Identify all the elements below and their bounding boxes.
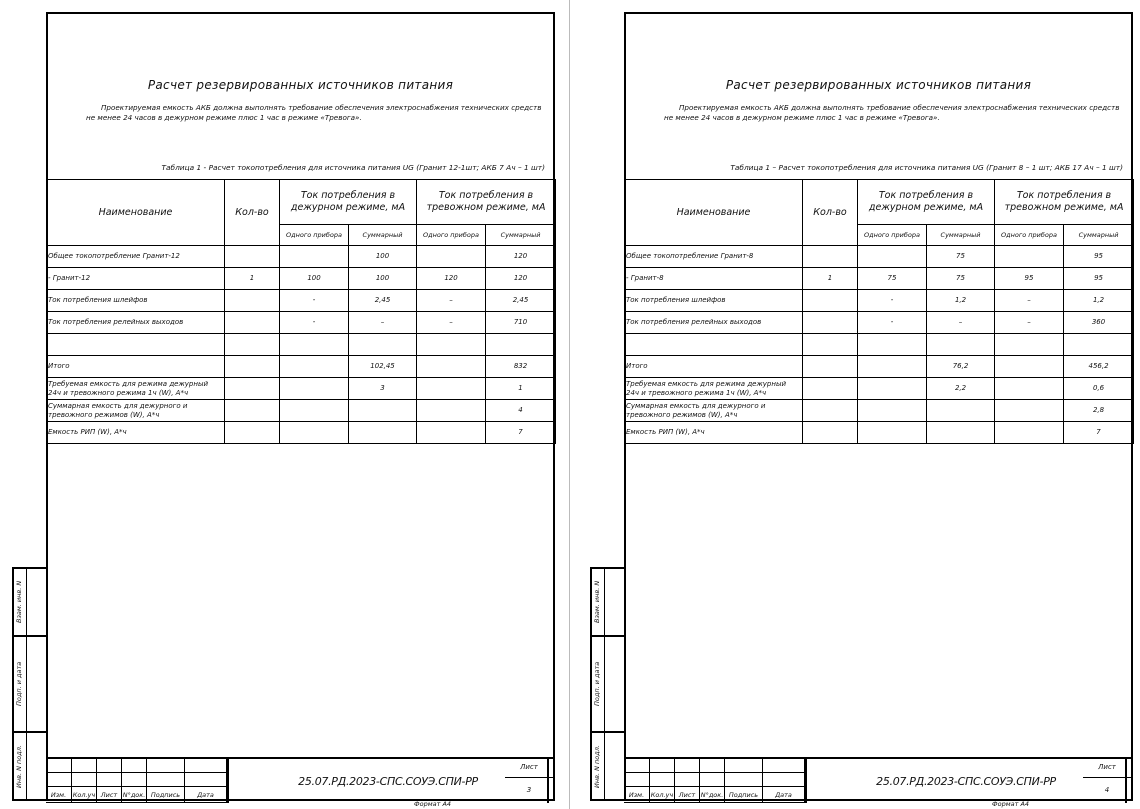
title-block-cell — [624, 773, 650, 787]
title-block-cell — [763, 759, 805, 773]
title-block — [624, 757, 1133, 801]
cell-qty — [225, 246, 280, 268]
title-block-cell — [700, 773, 725, 787]
title-block-cell — [72, 759, 97, 773]
strip-label: Инв. N подл. — [593, 745, 601, 789]
title-block-cell — [97, 773, 122, 787]
cell-alarm-one — [995, 422, 1064, 444]
cell-qty — [225, 378, 280, 400]
header-alarm-current: Ток потребления в тревожном режиме, мА — [417, 180, 556, 225]
cell-alarm-sum: 7 — [1064, 422, 1134, 444]
title-block-cell — [185, 773, 227, 787]
cell-name — [47, 334, 225, 356]
cell-duty-one: - — [280, 312, 349, 334]
table-row — [625, 334, 1134, 356]
cell-alarm-sum: 4 — [486, 400, 556, 422]
power-calc-table — [624, 179, 1134, 444]
cell-duty-one — [280, 334, 349, 356]
cell-name: Требуемая емкость для режима дежурный 24ч и тревожного режима 1ч (W), А*ч — [47, 378, 225, 400]
cell-qty — [803, 246, 858, 268]
cell-duty-sum: 1,2 — [927, 290, 995, 312]
title-block-cell — [46, 759, 72, 773]
cell-duty-sum: – — [349, 312, 417, 334]
cell-qty: 1 — [803, 268, 858, 290]
table-row — [47, 356, 556, 378]
subheader-duty-one: Одного прибора — [858, 225, 927, 246]
table-row — [625, 290, 1134, 312]
title-block-label: Изм. — [624, 787, 650, 803]
cell-alarm-one — [995, 400, 1064, 422]
table-row — [625, 400, 1134, 422]
sheet-label: Лист — [1098, 763, 1116, 771]
sheet-separator — [1083, 777, 1133, 778]
cell-alarm-sum: 1,2 — [1064, 290, 1134, 312]
cell-alarm-sum: 710 — [486, 312, 556, 334]
title-block-cell — [675, 773, 700, 787]
title-block-cell — [725, 773, 763, 787]
cell-duty-one — [280, 246, 349, 268]
cell-duty-sum: 2,2 — [927, 378, 995, 400]
cell-duty-sum: 2,45 — [349, 290, 417, 312]
cell-qty — [225, 312, 280, 334]
title-block-cell — [650, 773, 675, 787]
header-row — [625, 180, 1134, 225]
cell-duty-one: - — [858, 290, 927, 312]
table-row — [625, 246, 1134, 268]
title-block-cell — [46, 773, 72, 787]
table-caption: Таблица 1 – Расчет токопотребления для источника питания UG (Гранит 8 – 1 шт; АКБ 17 Ач – 1 шт) — [730, 163, 1123, 172]
sheet-separator — [505, 777, 555, 778]
title-block-cell — [624, 759, 650, 773]
cell-duty-sum — [927, 422, 995, 444]
cell-alarm-one: – — [417, 312, 486, 334]
cell-duty-one — [280, 356, 349, 378]
cell-alarm-one — [417, 246, 486, 268]
title-block-label: Изм. — [46, 787, 72, 803]
sheet-number: 3 — [526, 786, 532, 794]
cell-qty — [225, 400, 280, 422]
title-block-cell — [147, 773, 185, 787]
strip-label: Подп. и дата — [593, 661, 601, 707]
cell-name: Емкость РИП (W), А*ч — [47, 422, 225, 444]
cell-duty-sum: 102,45 — [349, 356, 417, 378]
cell-alarm-one — [995, 246, 1064, 268]
header-row — [47, 180, 556, 225]
cell-duty-sum: – — [927, 312, 995, 334]
cell-duty-one: 75 — [858, 268, 927, 290]
document-page — [578, 0, 1140, 809]
cell-alarm-sum — [1064, 334, 1134, 356]
page-title: Расчет резервированных источников питания — [147, 78, 454, 92]
cell-alarm-sum: 832 — [486, 356, 556, 378]
cell-alarm-one — [995, 356, 1064, 378]
title-block-label: Лист — [97, 787, 122, 803]
cell-duty-sum: 3 — [349, 378, 417, 400]
table-row — [47, 246, 556, 268]
table-row — [47, 268, 556, 290]
cell-duty-one: - — [858, 312, 927, 334]
title-block-cell — [700, 759, 725, 773]
cell-qty — [803, 378, 858, 400]
cell-name: Требуемая емкость для режима дежурный 24ч и тревожного режима 1ч (W), А*ч — [625, 378, 803, 400]
cell-alarm-one: – — [995, 312, 1064, 334]
power-calc-table — [46, 179, 556, 444]
table-row — [625, 422, 1134, 444]
title-block-label: Подпись — [147, 787, 185, 803]
cell-duty-one — [858, 378, 927, 400]
cell-duty-one — [858, 246, 927, 268]
cell-alarm-sum: 2,8 — [1064, 400, 1134, 422]
cell-alarm-sum: 1 — [486, 378, 556, 400]
cell-duty-one — [858, 422, 927, 444]
cell-qty: 1 — [225, 268, 280, 290]
cell-alarm-one: 95 — [995, 268, 1064, 290]
cell-alarm-one — [417, 422, 486, 444]
table-row — [47, 334, 556, 356]
cell-name — [625, 334, 803, 356]
header-qty: Кол-во — [803, 180, 858, 246]
subheader-alarm-sum: Суммарный — [486, 225, 556, 246]
cell-duty-one — [858, 356, 927, 378]
table-row — [625, 268, 1134, 290]
cell-qty — [225, 422, 280, 444]
title-block-cell — [725, 759, 763, 773]
cell-duty-one — [280, 378, 349, 400]
document-code: 25.07.РД.2023-СПС.СОУЭ.СПИ-РР — [805, 759, 1127, 803]
title-block-cell — [675, 759, 700, 773]
cell-duty-one — [858, 334, 927, 356]
cell-name: Итого — [47, 356, 225, 378]
cell-duty-sum: 75 — [927, 268, 995, 290]
header-name: Наименование — [625, 180, 803, 246]
title-block-cell — [122, 759, 147, 773]
page-title: Расчет резервированных источников питания — [725, 78, 1032, 92]
cell-alarm-one — [995, 334, 1064, 356]
cell-duty-one: 100 — [280, 268, 349, 290]
subheader-alarm-one: Одного прибора — [417, 225, 486, 246]
table-row — [47, 422, 556, 444]
subheader-duty-one: Одного прибора — [280, 225, 349, 246]
cell-duty-sum: 100 — [349, 268, 417, 290]
side-stamp-strip — [590, 567, 624, 801]
intro-paragraph: Проектируемая емкость АКБ должна выполнять требование обеспечения электроснабжения технических средств не менее 24 часов в дежурном режиме плюс 1 час в режиме «Тревога». — [664, 103, 1120, 122]
cell-alarm-sum: 0,6 — [1064, 378, 1134, 400]
sheet-label: Лист — [520, 763, 538, 771]
header-name: Наименование — [47, 180, 225, 246]
title-block-cell — [763, 773, 805, 787]
cell-name: Емкость РИП (W), А*ч — [625, 422, 803, 444]
cell-qty — [803, 422, 858, 444]
cell-name: Суммарная емкость для дежурного и тревожного режимов (W), А*ч — [625, 400, 803, 422]
title-block-label: N°док. — [700, 787, 725, 803]
title-block-label: Дата — [763, 787, 805, 803]
subheader-alarm-sum: Суммарный — [1064, 225, 1134, 246]
cell-alarm-one: – — [417, 290, 486, 312]
title-block-label: Кол.уч — [650, 787, 675, 803]
cell-duty-sum — [349, 334, 417, 356]
cell-name: Ток потребления релейных выходов — [47, 312, 225, 334]
table-caption: Таблица 1 - Расчет токопотребления для источника питания UG (Гранит 12-1шт; АКБ 7 Ач – 1 шт) — [161, 163, 545, 172]
cell-duty-one — [280, 400, 349, 422]
title-block — [46, 757, 555, 801]
title-block-cell — [185, 759, 227, 773]
cell-alarm-sum: 456,2 — [1064, 356, 1134, 378]
cell-alarm-sum: 95 — [1064, 268, 1134, 290]
cell-alarm-sum — [486, 334, 556, 356]
cell-alarm-sum: 360 — [1064, 312, 1134, 334]
table-row — [47, 312, 556, 334]
cell-name: Итого — [625, 356, 803, 378]
cell-name: Ток потребления шлейфов — [625, 290, 803, 312]
cell-duty-sum: 100 — [349, 246, 417, 268]
side-stamp-strip — [12, 567, 46, 801]
cell-alarm-one — [417, 334, 486, 356]
title-block-label: Дата — [185, 787, 227, 803]
subheader-alarm-one: Одного прибора — [995, 225, 1064, 246]
cell-duty-sum — [349, 422, 417, 444]
title-block-label: Подпись — [725, 787, 763, 803]
page-divider — [569, 0, 570, 809]
cell-name: Ток потребления шлейфов — [47, 290, 225, 312]
cell-qty — [803, 334, 858, 356]
title-block-label: Кол.уч — [72, 787, 97, 803]
title-block-label: N°док. — [122, 787, 147, 803]
cell-duty-one — [280, 422, 349, 444]
cell-qty — [803, 290, 858, 312]
strip-label: Взам. инв. N — [15, 580, 23, 624]
table-row — [47, 378, 556, 400]
cell-qty — [225, 356, 280, 378]
cell-alarm-sum: 95 — [1064, 246, 1134, 268]
header-alarm-current: Ток потребления в тревожном режиме, мА — [995, 180, 1134, 225]
subheader-duty-sum: Суммарный — [927, 225, 995, 246]
format-label: Формат А4 — [414, 800, 452, 808]
table-row — [625, 312, 1134, 334]
cell-alarm-one: 120 — [417, 268, 486, 290]
intro-paragraph: Проектируемая емкость АКБ должна выполнять требование обеспечения электроснабжения технических средств не менее 24 часов в дежурном режиме плюс 1 час в режиме «Тревога». — [86, 103, 542, 122]
cell-alarm-one: – — [995, 290, 1064, 312]
title-block-cell — [122, 773, 147, 787]
table-row — [47, 400, 556, 422]
strip-label: Взам. инв. N — [593, 580, 601, 624]
cell-duty-one — [858, 400, 927, 422]
format-label: Формат А4 — [992, 800, 1030, 808]
table-row — [625, 356, 1134, 378]
cell-alarm-one — [995, 378, 1064, 400]
document-code: 25.07.РД.2023-СПС.СОУЭ.СПИ-РР — [227, 759, 549, 803]
strip-label: Подп. и дата — [15, 661, 23, 707]
cell-name: - Гранит-8 — [625, 268, 803, 290]
cell-alarm-sum: 120 — [486, 268, 556, 290]
title-block-cell — [147, 759, 185, 773]
cell-duty-sum — [927, 400, 995, 422]
cell-name: Ток потребления релейных выходов — [625, 312, 803, 334]
header-qty: Кол-во — [225, 180, 280, 246]
cell-alarm-sum: 7 — [486, 422, 556, 444]
cell-qty — [225, 334, 280, 356]
cell-alarm-sum: 2,45 — [486, 290, 556, 312]
table-row — [625, 378, 1134, 400]
cell-alarm-one — [417, 378, 486, 400]
cell-name: Общее токопотребление Гранит-12 — [47, 246, 225, 268]
header-duty-current: Ток потребления в дежурном режиме, мА — [280, 180, 417, 225]
cell-duty-sum: 76,2 — [927, 356, 995, 378]
cell-duty-one: - — [280, 290, 349, 312]
cell-duty-sum — [927, 334, 995, 356]
cell-alarm-one — [417, 400, 486, 422]
cell-qty — [803, 400, 858, 422]
subheader-duty-sum: Суммарный — [349, 225, 417, 246]
title-block-cell — [72, 773, 97, 787]
cell-name: Общее токопотребление Гранит-8 — [625, 246, 803, 268]
cell-duty-sum — [349, 400, 417, 422]
cell-qty — [803, 356, 858, 378]
strip-label: Инв. N подл. — [15, 745, 23, 789]
cell-alarm-one — [417, 356, 486, 378]
sheet-number: 4 — [1104, 786, 1110, 794]
title-block-label: Лист — [675, 787, 700, 803]
cell-alarm-sum: 120 — [486, 246, 556, 268]
cell-qty — [803, 312, 858, 334]
cell-qty — [225, 290, 280, 312]
title-block-cell — [650, 759, 675, 773]
header-duty-current: Ток потребления в дежурном режиме, мА — [858, 180, 995, 225]
cell-name: Суммарная емкость для дежурного и тревожного режимов (W), А*ч — [47, 400, 225, 422]
table-row — [47, 290, 556, 312]
cell-name: - Гранит-12 — [47, 268, 225, 290]
cell-duty-sum: 75 — [927, 246, 995, 268]
title-block-cell — [97, 759, 122, 773]
